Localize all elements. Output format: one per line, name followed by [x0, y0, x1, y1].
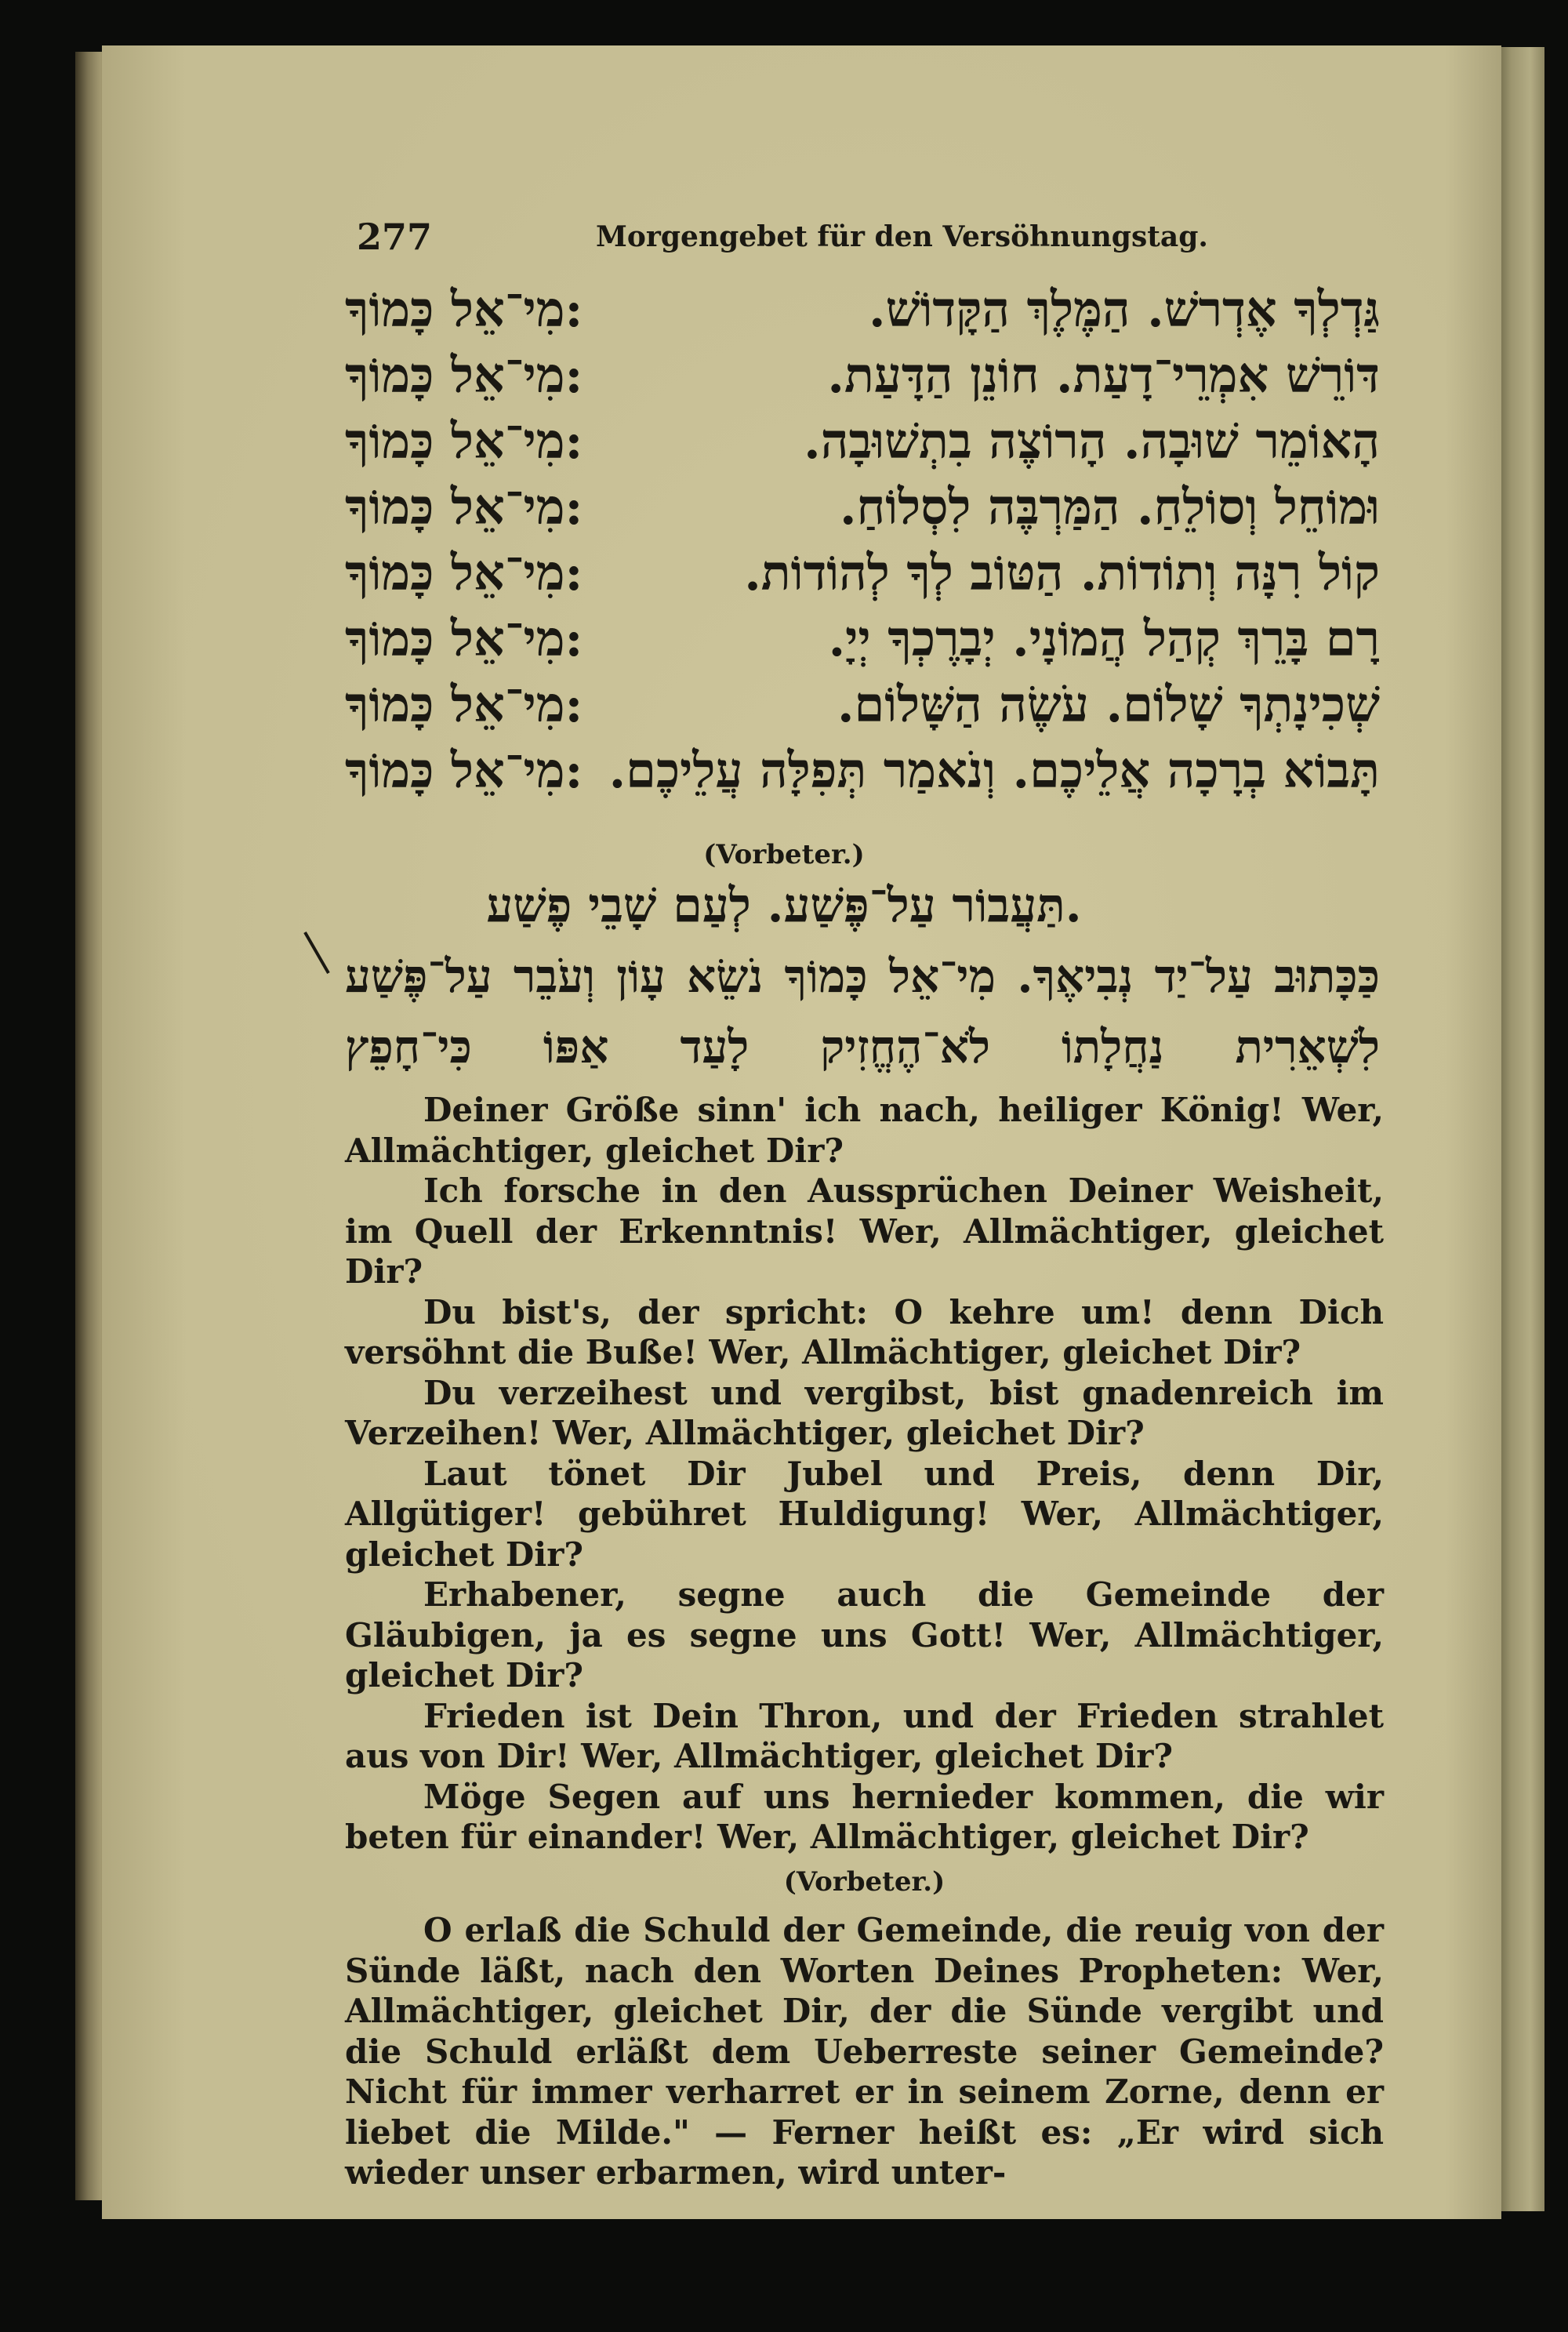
- running-title: Morgengebet für den Versöhnungstag.: [596, 220, 1208, 253]
- hebrew-paragraph: כַּכָּתוּב עַל־יַד נְבִיאֶךָ. מִי־אֵל כָּמוֹךָ נֹשֵׂא עָוֹן וְעֹבֵר עַל־פֶּשַׁע לִשְׁאֵרִית נַחֲלָתוֹ לֹא־הֶחֱזִיק לָעַד אַפּוֹ כִּי־חָפֵץ: [345, 950, 1380, 1073]
- hebrew-line-text: הָאוֹמֵר שׁוּבָה. הָרוֹצֶה בִתְשׁוּבָה.: [804, 412, 1380, 470]
- german-paragraph: Du verzeihest und vergibst, bist gnadenreich im Verzeihen! Wer, Allmächtiger, gleichet Dir?: [345, 1373, 1384, 1452]
- german-paragraph: Du bist's, der spricht: O kehre um! denn Dich versöhnt die Buße! Wer, Allmächtiger, gleichet Dir?: [345, 1292, 1384, 1371]
- hebrew-refrain: :מִי־אֵל כָּמוֹךָ: [345, 742, 583, 799]
- hebrew-line: [345, 676, 1380, 742]
- hebrew-line: [345, 281, 1380, 347]
- hebrew-refrain: :מִי־אֵל כָּמוֹךָ: [345, 347, 583, 404]
- hebrew-line-text: וּמוֹחֵל וְסוֹלֵחַ. הַמַּרְבֶּה לִסְלוֹחַ.: [839, 478, 1380, 536]
- german-paragraph: Deiner Größe sinn' ich nach, heiliger König! Wer, Allmächtiger, gleichet Dir?: [345, 1091, 1384, 1170]
- hebrew-refrain: :מִי־אֵל כָּמוֹךָ: [345, 610, 583, 667]
- hebrew-line: [345, 478, 1380, 544]
- page-header: [357, 216, 1376, 263]
- german-paragraph: Möge Segen auf uns hernieder kommen, die wir beten für einander! Wer, Allmächtiger, gleichet Dir?: [345, 1777, 1384, 1856]
- hebrew-refrain: :מִי־אֵל כָּמוֹךָ: [345, 544, 583, 601]
- hebrew-line: [345, 347, 1380, 412]
- german-paragraph: Ich forsche in den Aussprüchen Deiner Weisheit, im Quell der Erkenntnis! Wer, Allmächtiger, gleichet Dir?: [345, 1171, 1384, 1291]
- cantor-hebrew-title: .תַּעֲבוֹר עַל־פֶּשַׁע. לְעַם שָׁבֵי פֶשַׁע: [486, 878, 1082, 933]
- hebrew-line: [345, 742, 1380, 808]
- german-paragraph: Laut tönet Dir Jubel und Preis, denn Dir, Allgütiger! gebühret Huldigung! Wer, Allmächtiger, gleichet Dir?: [345, 1454, 1384, 1574]
- hebrew-line: [345, 544, 1380, 610]
- german-paragraph: Frieden ist Dein Thron, und der Frieden strahlet aus von Dir! Wer, Allmächtiger, gleichet Dir?: [345, 1696, 1384, 1775]
- cantor-label: (Vorbeter.): [703, 839, 865, 870]
- hebrew-line-text: רָם בָּרֵךְ קְהַל הֲמוֹנָי. יְבָרֶכְךָ יְיָ.: [828, 610, 1380, 667]
- hebrew-refrain: :מִי־אֵל כָּמוֹךָ: [345, 676, 583, 733]
- german-paragraph: Erhabener, segne auch die Gemeinde der Gläubigen, ja es segne uns Gott! Wer, Allmächtiger, gleichet Dir?: [345, 1575, 1384, 1695]
- book-right-edge: [1497, 47, 1544, 2211]
- hebrew-line-text: שְׁכִינָתְךָ שָׁלוֹם. עֹשֶׂה הַשָּׁלוֹם.: [837, 676, 1380, 733]
- german-translation: [345, 1090, 1384, 2193]
- german-final-paragraph: O erlaß die Schuld der Gemeinde, die reuig von der Sünde läßt, nach den Worten Deines Propheten: Wer, Allmächtiger, gleichet Dir, der die Sünde vergibt und die Schuld erläßt dem Ueberreste seiner Gemeinde? Nicht für immer verharret er in seinem Zorne, denn er liebet die Milde." — Ferner heißt es: „Er wird sich wieder unser erbarmen, wird unter-: [345, 1911, 1384, 2192]
- hebrew-litany: [345, 281, 1380, 808]
- hebrew-line: [345, 412, 1380, 478]
- hebrew-refrain: :מִי־אֵל כָּמוֹךָ: [345, 281, 583, 338]
- cantor-label-german: (Vorbeter.): [783, 1865, 946, 1898]
- hebrew-line-text: תָּבוֹא בְרָכָה אֲלֵיכֶם. וְנֹאמַר תְּפִלָּה עֲלֵיכֶם.: [608, 742, 1380, 799]
- hebrew-line: [345, 610, 1380, 676]
- hebrew-refrain: :מִי־אֵל כָּמוֹךָ: [345, 412, 583, 470]
- hebrew-line-text: דּוֹרֵשׁ אִמְרֵי־דָעַת. חוֹנֵן הַדָּעַת.: [827, 347, 1380, 404]
- page-number: 277: [357, 216, 433, 258]
- hebrew-refrain: :מִי־אֵל כָּמוֹךָ: [345, 478, 583, 536]
- hebrew-line-text: קוֹל רִנָּה וְתוֹדוֹת. הַטּוֹב לְךָ לְהוֹדוֹת.: [744, 544, 1380, 601]
- hebrew-line-text: גַּדְלְךָ אֶדְרשׁ. הַמֶּלֶךְ הַקָּדוֹשׁ.: [869, 281, 1380, 338]
